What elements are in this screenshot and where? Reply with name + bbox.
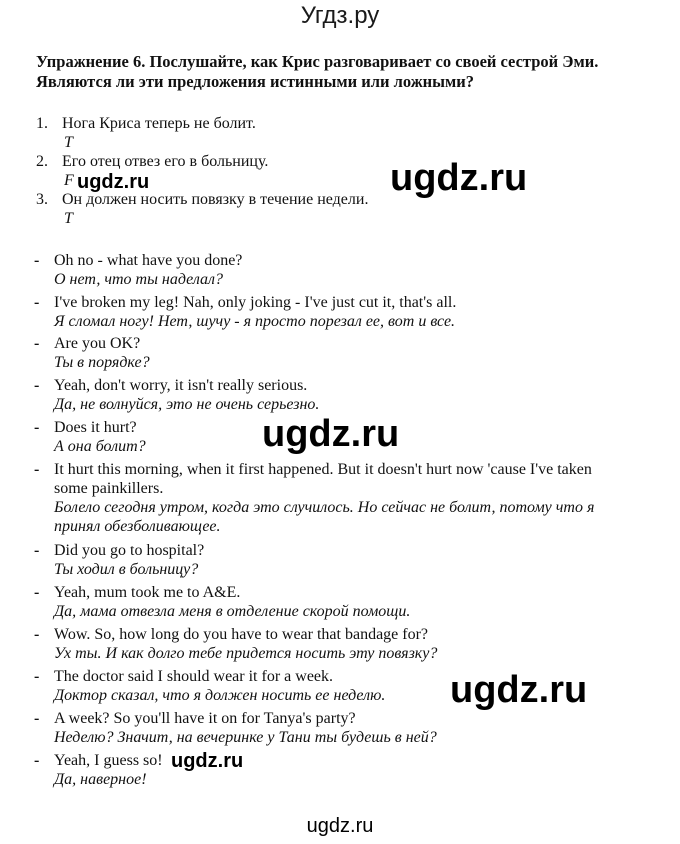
english-line: Does it hurt? <box>54 419 137 436</box>
dash: - <box>34 542 40 559</box>
english-line: It hurt this morning, when it first happened. But it doesn't hurt now 'cause I've taken some painkillers. <box>54 461 592 497</box>
dash: - <box>34 461 40 478</box>
dash: - <box>34 584 40 601</box>
russian-translation: Ты ходил в больницу? <box>54 561 199 578</box>
english-line: Wow. So, how long do you have to wear that bandage for? <box>54 626 429 643</box>
question-number: 3. <box>36 191 48 208</box>
english-line: Are you OK? <box>54 335 141 352</box>
russian-translation: Болело сегодня утром, когда это случилось. Но сейчас не болит, потому что я принял обезболивающее. <box>54 499 595 535</box>
english-line: Did you go to hospital? <box>54 542 205 559</box>
dialogue-line-9 <box>34 625 634 663</box>
russian-translation: Я сломал ногу! Нет, шучу - я просто порезал ее, вот и все. <box>54 313 456 330</box>
question-text: Нога Криса теперь не болит. <box>62 115 256 132</box>
english-line: Yeah, I guess so! <box>54 752 163 769</box>
dash: - <box>34 252 40 269</box>
dialogue-line-8 <box>34 583 634 621</box>
dialogue-line-2 <box>34 293 634 331</box>
dash: - <box>34 710 40 727</box>
answer-2: F <box>64 172 74 189</box>
english-line: Oh no - what have you done? <box>54 252 243 269</box>
english-line: Yeah, mum took me to A&E. <box>54 584 241 601</box>
russian-translation: Да, мама отвезла меня в отделение скорой помощи. <box>54 603 411 620</box>
dash: - <box>34 668 40 685</box>
watermark: ugdz.ru <box>77 171 150 193</box>
site-title: Угдз.ру <box>300 2 380 29</box>
dash: - <box>34 419 40 436</box>
russian-translation: О нет, что ты наделал? <box>54 271 223 288</box>
english-line: A week? So you'll have it on for Tanya's party? <box>54 710 356 727</box>
question-1 <box>36 115 256 133</box>
english-line: I've broken my leg! Nah, only joking - I've just cut it, that's all. <box>54 294 457 311</box>
dash: - <box>34 294 40 311</box>
dialogue-line-11 <box>34 709 634 747</box>
dialogue-line-3 <box>34 334 634 372</box>
english-line: The doctor said I should wear it for a week. <box>54 668 334 685</box>
answer-3: T <box>64 210 73 227</box>
dash: - <box>34 335 40 352</box>
exercise-heading: Упражнение 6. Послушайте, как Крис разговаривает со своей сестрой Эми. Являются ли эти предложения истинными или ложными? <box>36 52 599 91</box>
watermark: ugdz.ru <box>171 750 244 772</box>
dialogue-line-4 <box>34 376 634 414</box>
watermark: ugdz.ru <box>390 157 528 199</box>
dash: - <box>34 377 40 394</box>
question-number: 2. <box>36 153 48 170</box>
russian-translation: Неделю? Значит, на вечеринке у Тани ты будешь в ней? <box>54 729 437 746</box>
russian-translation: Ты в порядке? <box>54 354 150 371</box>
question-text: Он должен носить повязку в течение недели. <box>62 191 369 208</box>
dash: - <box>34 752 40 769</box>
english-line: Yeah, don't worry, it isn't really serious. <box>54 377 308 394</box>
question-text: Его отец отвез его в больницу. <box>62 153 269 170</box>
watermark: ugdz.ru <box>262 413 400 455</box>
watermark: ugdz.ru <box>450 669 588 711</box>
watermark-footer: ugdz.ru <box>306 815 374 837</box>
russian-translation: Доктор сказал, что я должен носить ее неделю. <box>54 687 386 704</box>
dialogue-line-6 <box>34 460 624 536</box>
russian-translation: Да, не волнуйся, это не очень серьезно. <box>54 396 320 413</box>
dialogue-line-7 <box>34 541 634 579</box>
question-2 <box>36 153 268 171</box>
dialogue-line-12 <box>34 751 634 789</box>
russian-translation: Ух ты. И как долго тебе придется носить эту повязку? <box>54 645 438 662</box>
dash: - <box>34 626 40 643</box>
question-number: 1. <box>36 115 48 132</box>
dialogue-line-1 <box>34 251 634 289</box>
russian-translation: Да, наверное! <box>54 771 147 788</box>
answer-1: T <box>64 134 73 151</box>
russian-translation: А она болит? <box>54 438 146 455</box>
